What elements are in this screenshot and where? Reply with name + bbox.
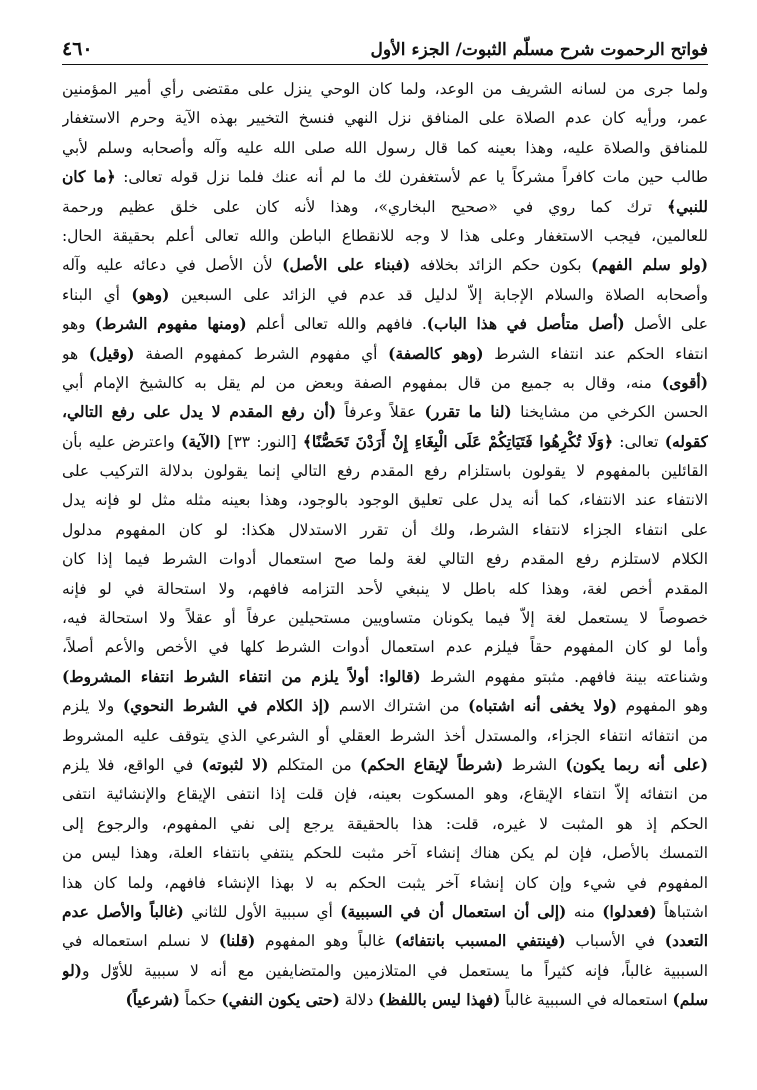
bold-text-run: ﴿وَلَا تُكْرِهُوا فَتَيَاتِكُمْ عَلَى الْبِغَاءِ إِنْ أَرَدْنَ تَحَصُّنًا﴾ [302, 432, 613, 451]
text-run: . فافهم والله تعالى أعلم [246, 315, 427, 334]
text-line [62, 369, 708, 398]
page-number: ٤٦٠ [62, 38, 93, 60]
text-line [62, 75, 708, 104]
text-line [62, 457, 708, 486]
text-run: منه [566, 902, 603, 921]
bold-text-run: (غالباً والأصل عدم [62, 902, 184, 921]
text-run: من اشتراك الاسم [330, 697, 469, 716]
body-text [62, 75, 708, 1016]
text-run: ولما جرى من لسانه الشريف من الوعد، ولما كان الوحي ينزل على مقتضى رأي أمير المؤمنين [62, 80, 708, 98]
text-line [62, 692, 708, 721]
text-run: ولا يلزم [62, 697, 123, 716]
text-run: القائلين بالمفهوم لا يقولون باستلزام رفع المقدم رفع التالي إنما يقولون بدلالة التركيب على [62, 462, 708, 481]
text-run: المفهوم في شيء وإن كان إنشاء آخر يثبت الحكم به لا بهذا الإنشاء فافهم، ولما كان هذا [62, 873, 708, 892]
bold-text-run: (فبناء على الأصل) [282, 256, 411, 275]
text-run: الشرط [503, 755, 566, 774]
text-run: وأصحابه الصلاة والسلام الإجابة إلاّ لدليل قد عدم في الزائد على السبعين [169, 285, 708, 304]
bold-text-run: (وهو) [131, 285, 170, 304]
bold-text-run: (شرعياً) [125, 991, 180, 1010]
text-run: واعترض عليه بأن [62, 432, 182, 451]
text-run: وأما لو كان المفهوم حقاً فيلزم عدم استعمال أدوات الشرط كلها في الأخص والأعم أصلاً، [62, 638, 708, 657]
bold-text-run: (وهو كالصفة) [388, 344, 484, 363]
text-run: التمسك بالأصل، فإن لم يكن هناك إنشاء آخر مثبت للحكم ينتفي بانتفاء العلة، وهذا ليس من [62, 844, 708, 863]
text-run: أي البناء [62, 285, 132, 304]
bold-text-run: (إلى أن استعمال أن في السببية) [340, 902, 567, 921]
text-line [62, 869, 708, 898]
text-run: بكون حكم الزائد بخلافه [410, 256, 592, 275]
bold-text-run: (شرطاً لإيقاع الحكم) [360, 755, 504, 774]
text-line [62, 310, 708, 339]
text-line [62, 575, 708, 604]
text-run: أي سببية الأول للثاني [183, 902, 341, 921]
text-run: الكلام لاستلزم رفع المقدم رفع التالي لغة ولما صح استعمال أدوات الشرط فيما إذا كان [62, 550, 708, 569]
text-run: منه، وقال به جميع من قال بمفهوم الصفة وبعض من لم يقل به كالشيخ الإمام أبي [62, 373, 662, 392]
text-run: هو [62, 344, 89, 363]
text-run: ترك كما روي في «صحيح البخاري»، وهذا لأنه كان على خلق عظيم ورحمة [62, 197, 668, 216]
bold-text-run: للنبي﴾ [667, 197, 708, 216]
bold-text-run: (حتى يكون النفي) [221, 991, 340, 1010]
bold-text-run: (ولو سلم الفهم) [591, 256, 708, 275]
text-run: انتفاء الحكم عند انتفاء الشرط [483, 344, 708, 363]
text-run: الحكم إذ هو المثبت لا غيره، قلت: هذا بالحقيقة يرجع إلى نفي المفهوم، والرجوع إلى [62, 814, 708, 833]
text-line [62, 604, 708, 633]
text-line [62, 281, 708, 310]
text-run: السببية غالباً، فإنه كثيراً ما يستعمل في المتلازمين والمتضايفين مع أنه لا سببية للأوّل و [81, 961, 708, 980]
document-page [62, 32, 708, 1072]
text-run: وهو المفهوم [617, 697, 708, 716]
text-run: الانتفاء عند الانتفاء، كما أنه يدل على تعليق الوجود بالوجود، وهذا بعينه مثله مثل لو فإنه يدل [62, 491, 708, 510]
text-line [62, 722, 708, 751]
text-run: استعماله في السببية غالباً [500, 991, 673, 1010]
text-run: غالباً وهو المفهوم [255, 932, 395, 951]
bold-text-run: (فعدلوا) [602, 902, 657, 921]
bold-text-run: (فينتفي المسبب بانتفائه) [394, 932, 566, 951]
bold-text-run: (لنا ما تقرر) [424, 403, 512, 422]
text-line [62, 633, 708, 662]
bold-text-run: ﴿ما كان [62, 168, 116, 187]
text-line [62, 545, 708, 574]
text-line [62, 486, 708, 515]
text-run: للمنافق والصلاة عليه، وهذا بعينه كما قال رسول الله صلى الله عليه وآله وأصحابه وسلم لأبي [62, 138, 708, 157]
text-run: لأن الأصل في دعائه عليه وآله [62, 256, 283, 275]
text-run: عقلاً وعرفاً [336, 403, 425, 422]
bold-text-run: (ومنها مفهوم الشرط) [94, 315, 247, 334]
text-run: للعالمين، فيجب الاستغفار وعلى هذا لا وجه للانقطاع الباطن والله تعالى أعلم بحقيقة الحال: [62, 226, 708, 245]
text-line [62, 898, 708, 927]
bold-text-run: (ولا يخفى أنه اشتباه) [468, 697, 618, 716]
bold-text-run: (الآية) [181, 432, 222, 451]
page-header [62, 32, 708, 65]
text-line [62, 398, 708, 427]
text-line [62, 986, 708, 1015]
running-title: فواتح الرحموت شرح مسلّم الثبوت/ الجزء الأول [370, 40, 708, 60]
text-run: طالب حين مات كافراً مشركاً يا عم لأستغفرن لك ما لم أنه عنك فلما نزل قوله تعالى: [115, 168, 708, 187]
text-run: دلالة [339, 991, 379, 1010]
bold-text-run: (أقوى) [661, 373, 708, 392]
text-run: عمر، ورأيه كان عدم الصلاة على المنافق نزل النهي فنسخ التخيير بهذه الآية وحرم الاستغفار [62, 109, 708, 128]
text-run: في الواقع، فلا يلزم [62, 755, 202, 774]
text-line [62, 163, 708, 192]
bold-text-run: كقوله) [664, 432, 708, 451]
text-line [62, 134, 708, 163]
bold-text-run: (قلنا) [218, 932, 256, 951]
text-run: لا نسلم استعماله في [62, 932, 219, 951]
text-line [62, 751, 708, 780]
text-line [62, 810, 708, 839]
text-line [62, 222, 708, 251]
bold-text-run: (فهذا ليس باللفظ) [378, 991, 501, 1010]
text-line [62, 104, 708, 133]
text-line [62, 251, 708, 280]
text-run: من المتكلم [268, 755, 361, 774]
text-run: في الأسباب [565, 932, 665, 951]
bold-text-run: (إذ الكلام في الشرط النحوي) [122, 697, 331, 716]
text-run: المقدم أخص لغة، وهذا كله باطل لا ينبغي لأحد التزامه فافهم، ولا استحالة في لو فإنه [62, 579, 708, 598]
text-run: الحسن الكرخي من مشايخنا [511, 403, 708, 422]
text-line [62, 957, 708, 986]
text-run: على الأصل [624, 315, 708, 334]
text-line [62, 193, 708, 222]
bold-text-run: (أن رفع المقدم لا يدل على رفع التالي، [62, 403, 337, 422]
text-run: من انتفائه انتفاء الجزاء، والمستدل أخذ الشرط العقلي أو الشرعي الذي يتوقف عليه المشروط [62, 726, 708, 745]
bold-text-run: (قالوا: أولاً يلزم من انتفاء الشرط انتفاء المشروط) [62, 667, 421, 686]
text-line [62, 839, 708, 868]
text-line [62, 927, 708, 956]
text-run: حكماً [179, 991, 222, 1010]
text-line [62, 428, 708, 457]
text-run: أي مفهوم الشرط كمفهوم الصفة [134, 344, 389, 363]
text-run: من انتفائه إلاّ انتفاء الإيقاع، وهو المسكوت بعينه، فإن قلت إذا انتفى الإيقاع والإنشائية انتفى [62, 785, 708, 804]
bold-text-run: التعدد) [664, 932, 708, 951]
text-line [62, 340, 708, 369]
bold-text-run: (لا لثبوته) [201, 755, 269, 774]
text-line [62, 780, 708, 809]
text-line [62, 663, 708, 692]
bold-text-run: (على أنه ربما يكون) [565, 755, 708, 774]
text-run: على انتفاء الجزاء لانتفاء الشرط، ولك أن تقرر الاستدلال هكذا: لو كان المفهوم مدلول [62, 520, 708, 539]
bold-text-run: (أصل متأصل في هذا الباب) [426, 315, 625, 334]
text-run: تعالى: [612, 432, 665, 451]
text-run: وشناعته بينة فافهم. مثبتو مفهوم الشرط [420, 667, 708, 686]
text-run: وهو [62, 315, 95, 334]
text-run: [النور: ٣٣] [221, 432, 303, 451]
text-run: اشتباهاً [656, 902, 708, 921]
bold-text-run: (لو [62, 961, 82, 980]
text-run: خصوصاً لا يستعمل لغة إلاّ فيما يكونان متساويين مستحيلين عرفاً أو عقلاً ولا استحالة فيه، [62, 609, 708, 628]
text-line [62, 516, 708, 545]
bold-text-run: سلم) [672, 991, 708, 1010]
bold-text-run: (وقيل) [88, 344, 135, 363]
